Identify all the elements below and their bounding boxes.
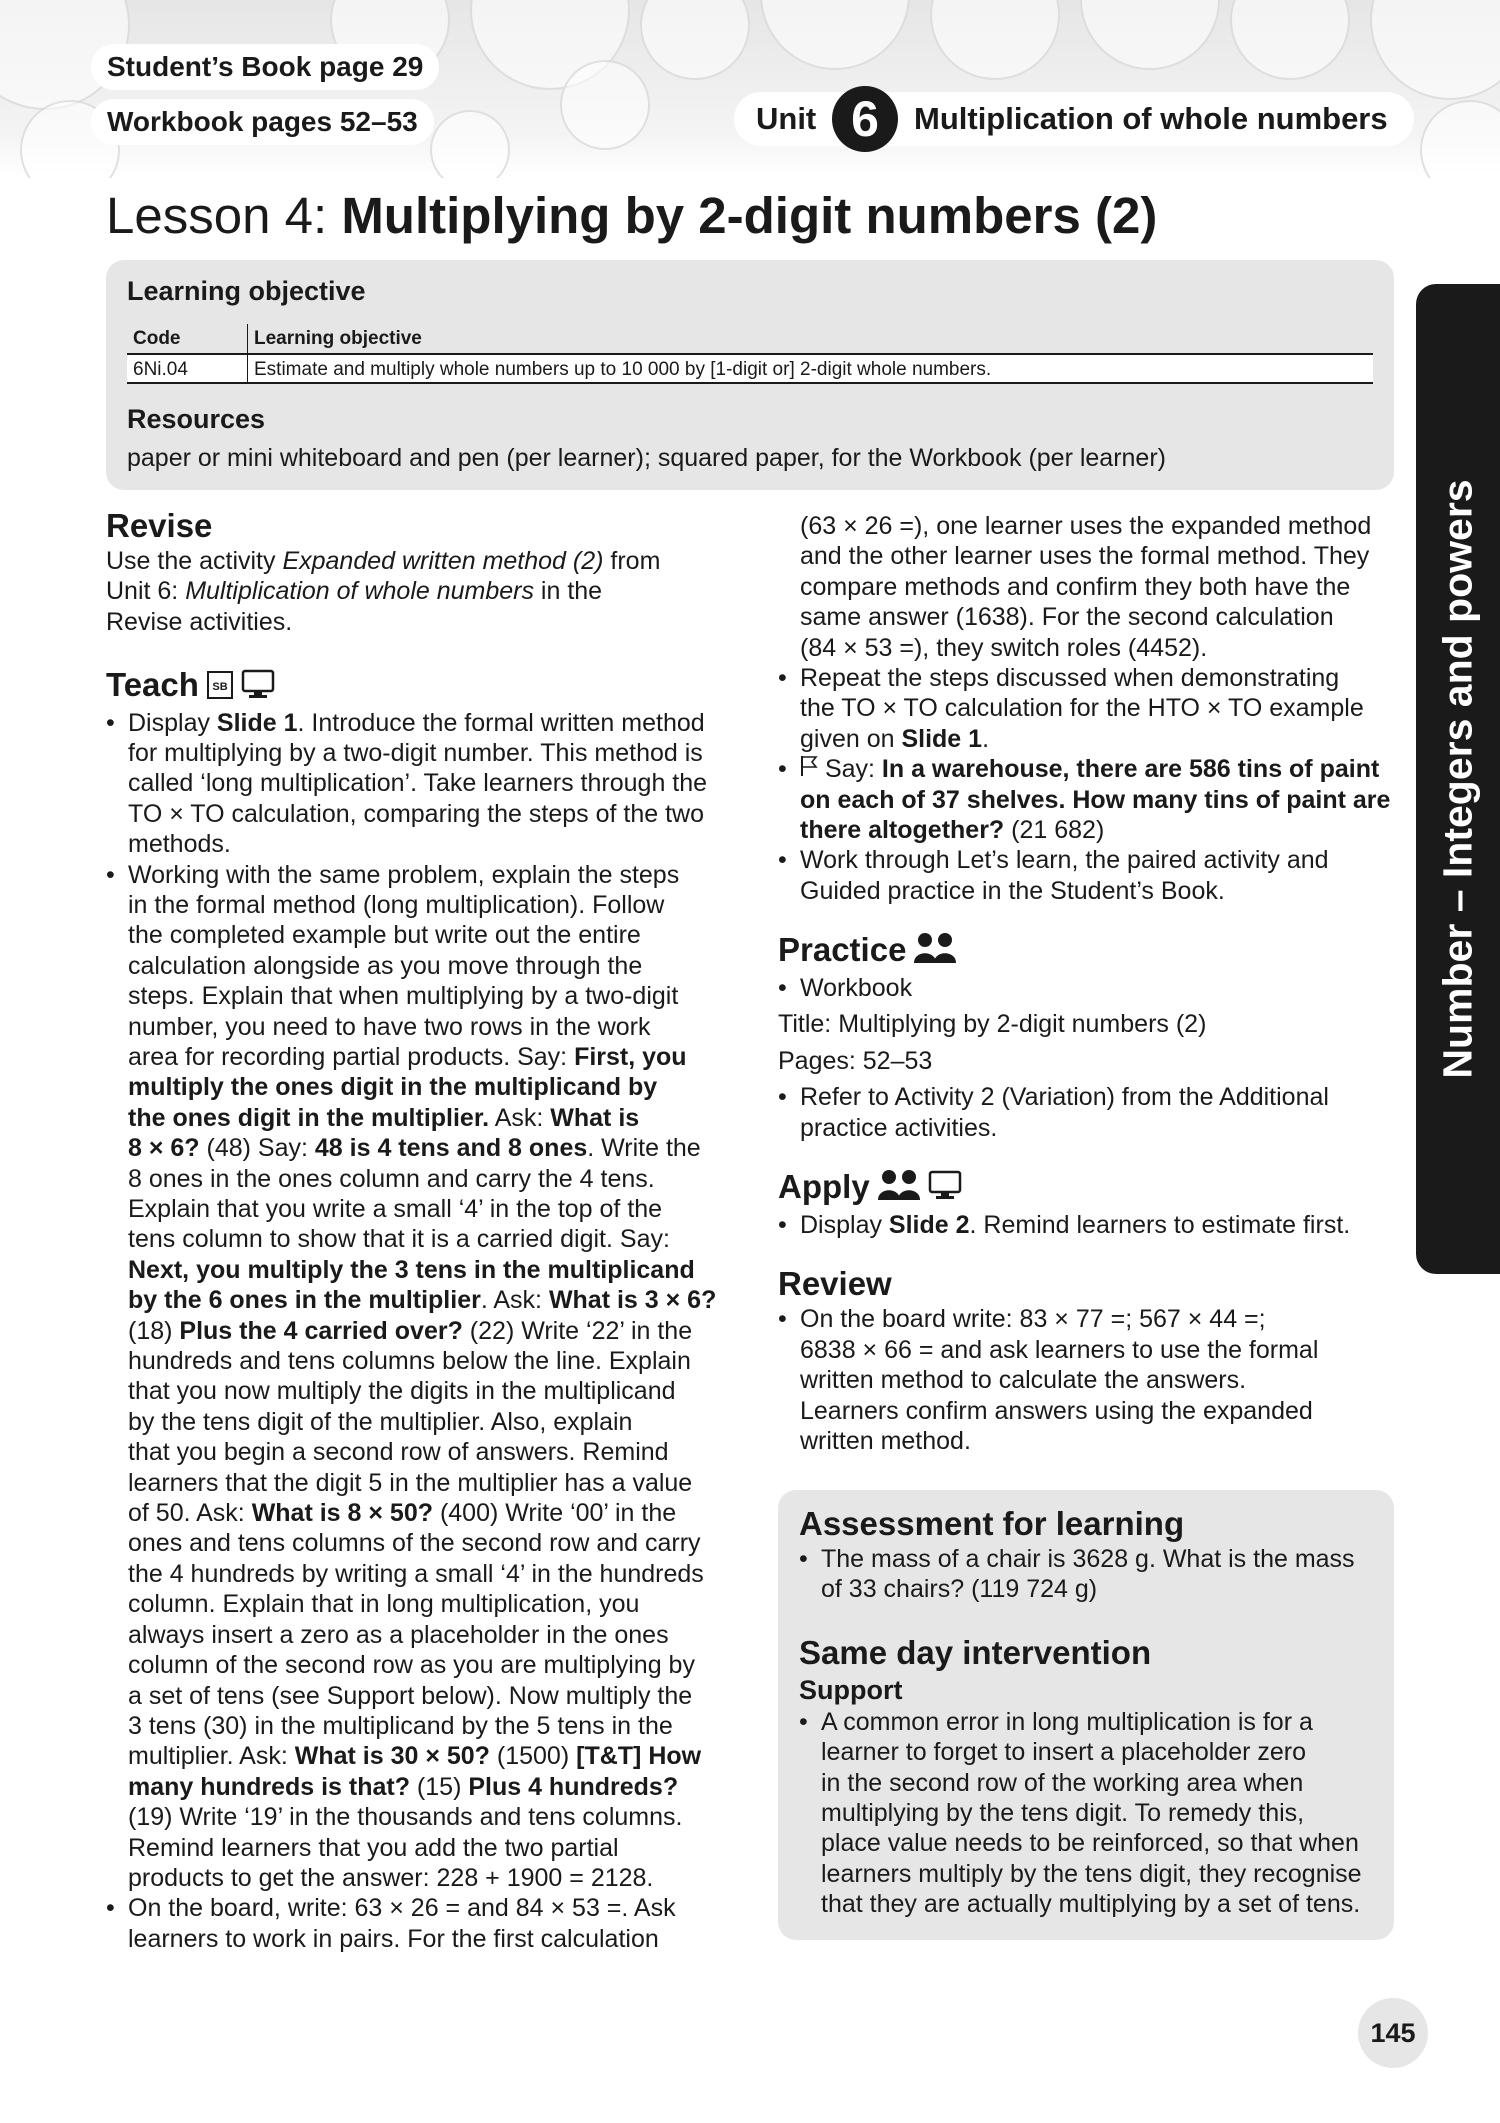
svg-text:SB: SB <box>212 680 228 693</box>
lesson-prefix: Lesson 4: <box>106 187 342 244</box>
apply-heading: Apply <box>778 1167 1394 1210</box>
revise-heading: Revise <box>106 507 213 544</box>
students-book-ref: Student’s Book page 29 <box>91 44 439 90</box>
review-heading: Review <box>778 1265 892 1303</box>
col-code: Code <box>133 328 181 349</box>
list-item: • A common error in long multiplication is for a learner to forget to insert a placeholder zero in the second row of the working area when multiplying by the tens digit. To remedy this, place value needs to be reinforced, so that when learners multiply by the tens digit, they recognise that they are actually multiplying by a set of tens. <box>799 1707 1379 1920</box>
unit-label: Unit <box>756 101 817 136</box>
objective-heading: Learning objective <box>127 276 366 306</box>
list-item-continued: (63 × 26 =), one learner uses the expanded method and the other learner uses the formal method. They compare methods and confirm they both have the same answer (1638). For the second calculation (84 × 53 =), they switch roles (4452). <box>800 512 1372 662</box>
practice-title: Title: Multiplying by 2-digit numbers (2) <box>778 1010 1207 1039</box>
intervention-heading: Same day intervention <box>799 1633 1152 1671</box>
support-heading: Support <box>799 1674 903 1705</box>
list-item: • Display Slide 1. Introduce the formal written method for multiplying by a two-digit number. This method is called ‘long multiplication’. Take learners through the TO × TO calculation, comparing the steps of the two methods. <box>106 708 736 860</box>
objective-text: Estimate and multiply whole numbers up to 10 000 by [1-digit or] 2-digit whole numbers. <box>247 355 991 382</box>
practice-pages: Pages: 52–53 <box>778 1046 933 1075</box>
objective-table <box>127 324 1373 384</box>
flag-icon <box>800 755 818 783</box>
list-item: • Display Slide 2. Remind learners to estimate first. <box>778 1210 1394 1240</box>
left-column: Revise Use the activity Expanded written method (2) from Unit 6: Multiplication of whole numbers in the Revise activities. Teach SB • Display Slide 1. Introduce the formal written method for multiplying by a two-digit number. This method is called ‘long multiplication’. Take learners through the TO × TO calculation, comparing the steps of the two methods. • Working with the same problem, explain the steps in the formal method (long multiplication). Follow the completed example but write out the entire calculation alongside as you move through the steps. Explain that when multiplying by a two-digit number, you need to have two rows in the work area for recording partial products. Say: First, you multiply the ones digit in the multiplicand by the ones digit in the multiplier. Ask: What is 8 × 6? (48) Say: 48 is 4 tens and 8 ones. Write the 8 ones in the ones column and carry the 4 tens. Explain that you write a small ‘4’ in the top of the tens column to show that it is a carried digit. Say: Next, you multiply the 3 tens in the multiplicand by the 6 ones in the multiplier. Ask: What is 3 × 6? (18) Plus the 4 carried over? (22) Write ‘22’ in the hundreds and tens columns below the line. Explain that you now multiply the digits in the multiplicand by the tens digit of the multiplier. Also, explain that you begin a second row of answers. Remind learners that the digit 5 in the multiplier has a value of 50. Ask: What is 8 × 50? (400) Write ‘00’ in the ones and tens columns of the second row and carry the 4 hundreds by writing a small ‘4’ in the hundreds column. Explain that in long multiplication, you always insert a zero as a placeholder in the ones column of the second row as you are multiplying by a set of tens (see Support below). Now multiply the 3 tens (30) in the multiplicand by the 5 tens in the multiplier. Ask: What is 30 × 50? (1500) [T&T] How many hundreds is that? (15) Plus 4 hundreds? (19) Write ‘19’ in the thousands and tens columns. Remind learners that you add the two partial products to get the answer: 228 + 1900 = 2128. • On the board, write: 63 × 26 = and 84 × 53 =. Ask learners to work in pairs. For the first calculation <box>106 506 736 1954</box>
assessment-box <box>778 1490 1394 1940</box>
practice-heading: Practice <box>778 930 1394 973</box>
assessment-heading: Assessment for learning <box>799 1505 1185 1542</box>
resources-text: paper or mini whiteboard and pen (per learner); squared paper, for the Workbook (per learner) <box>127 444 1166 472</box>
assessment-content <box>799 1504 1379 1920</box>
lesson-title <box>106 186 1157 245</box>
pair-work-icon <box>914 932 956 973</box>
list-item: • Repeat the steps discussed when demonstrating the TO × TO calculation for the HTO × TO example given on Slide 1. <box>778 663 1394 754</box>
list-item: • Refer to Activity 2 (Variation) from the Additional practice activities. <box>778 1082 1394 1143</box>
list-item: • On the board, write: 63 × 26 = and 84 × 53 =. Ask learners to work in pairs. For the first calculation <box>106 1893 736 1954</box>
list-item: • The mass of a chair is 3628 g. What is the mass of 33 chairs? (119 724 g) <box>799 1544 1379 1605</box>
students-book-icon <box>207 668 233 708</box>
section-sidebar-tab <box>1416 284 1500 1274</box>
list-item: • Say: In a warehouse, there are 586 tins of paint on each of 37 shelves. How many tins of paint are there altogether? (21 682) <box>778 754 1394 845</box>
list-item: • Working with the same problem, explain the steps in the formal method (long multiplication). Follow the completed example but write out the entire calculation alongside as you move through the steps. Explain that when multiplying by a two-digit number, you need to have two rows in the work area for recording partial products. Say: First, you multiply the ones digit in the multiplicand by the ones digit in the multiplier. Ask: What is 8 × 6? (48) Say: 48 is 4 tens and 8 ones. Write the 8 ones in the ones column and carry the 4 tens. Explain that you write a small ‘4’ in the top of the tens column to show that it is a carried digit. Say: Next, you multiply the 3 tens in the multiplicand by the 6 ones in the multiplier. Ask: What is 3 × 6? (18) Plus the 4 carried over? (22) Write ‘22’ in the hundreds and tens columns below the line. Explain that you now multiply the digits in the multiplicand by the tens digit of the multiplier. Also, explain that you begin a second row of answers. Remind learners that the digit 5 in the multiplier has a value of 50. Ask: What is 8 × 50? (400) Write ‘00’ in the ones and tens columns of the second row and carry the 4 hundreds by writing a small ‘4’ in the hundreds column. Explain that in long multiplication, you always insert a zero as a placeholder in the ones column of the second row as you are multiplying by a set of tens (see Support below). Now multiply the 3 tens (30) in the multiplicand by the 5 tens in the multiplier. Ask: What is 30 × 50? (1500) [T&T] How many hundreds is that? (15) Plus 4 hundreds? (19) Write ‘19’ in the thousands and tens columns. Remind learners that you add the two partial products to get the answer: 228 + 1900 = 2128. <box>106 860 736 1894</box>
pair-work-icon <box>878 1169 920 1210</box>
objective-box <box>106 260 1394 490</box>
list-item: • Workbook <box>778 973 1394 1003</box>
monitor-icon <box>928 1169 962 1209</box>
workbook-ref: Workbook pages 52–53 <box>91 99 434 145</box>
col-objective: Learning objective <box>247 324 422 353</box>
objective-code: 6Ni.04 <box>133 359 188 380</box>
unit-title: Multiplication of whole numbers <box>914 101 1388 136</box>
table-row <box>127 353 1373 384</box>
list-item: • Work through Let’s learn, the paired activity and Guided practice in the Student’s Book. <box>778 845 1394 906</box>
list-item: • On the board write: 83 × 77 =; 567 × 44 =; 6838 × 66 = and ask learners to use the formal written method to calculate the answers. Learners confirm answers using the expanded written method. <box>778 1304 1394 1456</box>
unit-number-badge: 6 <box>832 86 898 152</box>
page-number: 145 <box>1358 1998 1428 2068</box>
objective-table-header <box>127 324 1373 353</box>
sidebar-label: Number – Integers and powers <box>1434 479 1481 1079</box>
lesson-name: Multiplying by 2-digit numbers (2) <box>341 187 1158 244</box>
revise-text: Use the activity Expanded written method (2) from <box>106 547 661 575</box>
right-column <box>778 511 1394 1456</box>
unit-banner <box>734 92 1414 146</box>
monitor-icon <box>241 668 275 708</box>
teach-heading: Teach SB <box>106 665 736 707</box>
resources-heading: Resources <box>127 404 266 434</box>
